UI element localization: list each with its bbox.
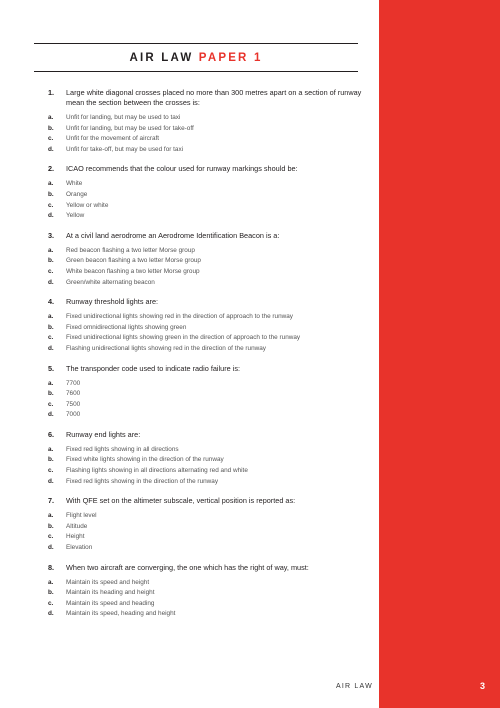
option-letter: c. (48, 267, 54, 275)
option-letter: c. (48, 599, 54, 607)
footer-section-label: AIR LAW (336, 683, 373, 690)
option-text: Red beacon flashing a two letter Morse group (66, 246, 195, 254)
option-text: Maintain its heading and height (66, 589, 155, 597)
header-bottom-rule (34, 71, 358, 72)
option-text: Orange (66, 190, 88, 198)
answer-option (48, 113, 378, 124)
option-text: Flashing lights showing in all directions alternating red and white (66, 467, 248, 475)
answer-option (48, 267, 378, 278)
answer-option (48, 278, 378, 289)
question-list (48, 88, 378, 629)
option-text: Fixed white lights showing in the direction of the runway (66, 456, 224, 464)
answer-option (48, 466, 378, 477)
answer-option (48, 532, 378, 543)
option-text: Unfit for the movement of aircraft (66, 135, 160, 143)
question-stem (48, 430, 378, 440)
answer-option (48, 201, 378, 212)
answer-option (48, 145, 378, 156)
header-top-rule (34, 43, 358, 44)
page-header (34, 43, 358, 72)
answer-option (48, 134, 378, 145)
answer-option (48, 246, 378, 257)
answer-option (48, 445, 378, 456)
answer-option (48, 578, 378, 589)
question-text: Runway threshold lights are: (66, 297, 159, 307)
answer-option (48, 344, 378, 355)
answer-options (48, 312, 378, 354)
option-letter: d. (48, 278, 54, 286)
question-stem (48, 364, 378, 374)
answer-option (48, 400, 378, 411)
answer-options (48, 246, 378, 288)
question-stem (48, 563, 378, 573)
option-text: Maintain its speed and heading (66, 599, 155, 607)
answer-option (48, 389, 378, 400)
question-text: Runway end lights are: (66, 429, 141, 439)
option-letter: c. (48, 135, 54, 143)
answer-option (48, 522, 378, 533)
option-text: Unfit for landing, but may be used to taxi (66, 114, 181, 121)
answer-option (48, 588, 378, 599)
answer-option (48, 410, 378, 421)
option-letter: d. (48, 610, 54, 618)
answer-option (48, 511, 378, 522)
option-text: Maintain its speed, heading and height (66, 610, 176, 618)
option-text: 7000 (66, 411, 81, 419)
red-side-band (379, 0, 500, 708)
option-letter: b. (48, 456, 54, 464)
option-letter: b. (48, 323, 54, 331)
option-text: Flashing unidirectional lights showing red in the direction of the runway (66, 344, 266, 352)
question-item (48, 496, 378, 553)
answer-option (48, 609, 378, 620)
question-number: 1. (48, 88, 55, 97)
question-text: At a civil land aerodrome an Aerodrome Identification Beacon is a: (66, 230, 280, 240)
option-text: White (66, 180, 83, 188)
option-letter: c. (48, 533, 54, 541)
answer-option (48, 124, 378, 135)
option-text: Yellow (66, 212, 85, 220)
option-letter: d. (48, 477, 54, 485)
answer-option (48, 455, 378, 466)
answer-option (48, 599, 378, 610)
option-letter: b. (48, 190, 54, 198)
question-stem (48, 164, 378, 174)
option-text: Fixed red lights showing in the direction of the runway (66, 477, 219, 485)
option-text: Unfit for take-off, but may be used for taxi (66, 145, 184, 153)
option-text: White beacon flashing a two letter Morse group (66, 267, 200, 275)
option-letter: c. (48, 201, 54, 209)
page-title (34, 52, 358, 64)
option-letter: b. (48, 257, 54, 265)
question-number: 3. (48, 230, 55, 240)
question-item (48, 164, 378, 221)
option-letter: a. (48, 578, 54, 586)
answer-options (48, 113, 378, 155)
option-text: Height (66, 533, 85, 541)
answer-option (48, 477, 378, 488)
option-letter: a. (48, 180, 54, 188)
option-letter: d. (48, 212, 54, 220)
question-stem (48, 88, 378, 108)
option-letter: d. (48, 344, 54, 352)
answer-option (48, 543, 378, 554)
question-stem (48, 496, 378, 506)
question-item (48, 364, 378, 421)
option-text: Fixed unidirectional lights showing green in the direction of approach to the runway (66, 334, 301, 342)
option-text: Altitude (66, 522, 88, 530)
answer-option (48, 312, 378, 323)
question-item (48, 563, 378, 620)
option-text: Green beacon flashing a two letter Morse group (66, 257, 201, 265)
question-number: 6. (48, 429, 55, 439)
title-subject: AIR LAW (129, 52, 194, 64)
question-item (48, 88, 378, 155)
option-text: Yellow or white (66, 201, 109, 209)
option-letter: b. (48, 390, 54, 398)
question-number: 5. (48, 363, 55, 373)
option-letter: a. (48, 445, 54, 453)
option-text: Elevation (66, 544, 93, 552)
question-text: Large white diagonal crosses placed no more than 300 metres apart on a section of runway mean the section between the crosses is: (66, 88, 362, 107)
question-text: ICAO recommends that the colour used for runway markings should be: (66, 164, 298, 174)
answer-option (48, 179, 378, 190)
question-number: 7. (48, 496, 55, 506)
option-text: Fixed red lights showing in all directions (66, 445, 179, 453)
answer-options (48, 511, 378, 553)
answer-option (48, 256, 378, 267)
option-letter: a. (48, 114, 54, 121)
page-number: 3 (480, 681, 486, 691)
option-text: 7500 (66, 400, 81, 408)
question-item (48, 430, 378, 487)
option-letter: a. (48, 512, 54, 520)
answer-option (48, 211, 378, 222)
option-letter: b. (48, 522, 54, 530)
answer-option (48, 333, 378, 344)
question-text: The transponder code used to indicate radio failure is: (66, 363, 241, 373)
option-letter: c. (48, 334, 54, 342)
answer-option (48, 379, 378, 390)
option-text: Fixed omnidirectional lights showing green (66, 323, 187, 331)
option-text: 7700 (66, 379, 81, 387)
option-letter: d. (48, 411, 54, 419)
answer-option (48, 190, 378, 201)
question-stem (48, 231, 378, 241)
option-letter: d. (48, 145, 54, 153)
answer-options (48, 578, 378, 620)
option-text: Unfit for landing, but may be used for take-off (66, 124, 194, 132)
option-text: Green/white alternating beacon (66, 278, 155, 286)
option-letter: a. (48, 313, 54, 321)
question-item (48, 231, 378, 288)
question-number: 8. (48, 562, 55, 572)
answer-option (48, 323, 378, 334)
answer-options (48, 379, 378, 421)
question-number: 2. (48, 164, 55, 174)
option-text: Fixed unidirectional lights showing red in the direction of approach to the runway (66, 313, 293, 321)
option-letter: c. (48, 467, 54, 475)
option-letter: a. (48, 246, 54, 254)
option-letter: d. (48, 544, 54, 552)
option-text: Flight level (66, 512, 97, 520)
title-paper: PAPER 1 (198, 52, 263, 64)
answer-options (48, 179, 378, 221)
option-text: 7600 (66, 390, 81, 398)
option-text: Maintain its speed and height (66, 578, 150, 586)
option-letter: a. (48, 379, 54, 387)
question-number: 4. (48, 297, 55, 307)
answer-options (48, 445, 378, 487)
question-stem (48, 297, 378, 307)
question-text: When two aircraft are converging, the one which has the right of way, must: (66, 562, 309, 572)
option-letter: b. (48, 124, 54, 132)
option-letter: b. (48, 589, 54, 597)
question-item (48, 297, 378, 354)
option-letter: c. (48, 400, 54, 408)
question-text: With QFE set on the altimeter subscale, vertical position is reported as: (66, 496, 296, 506)
